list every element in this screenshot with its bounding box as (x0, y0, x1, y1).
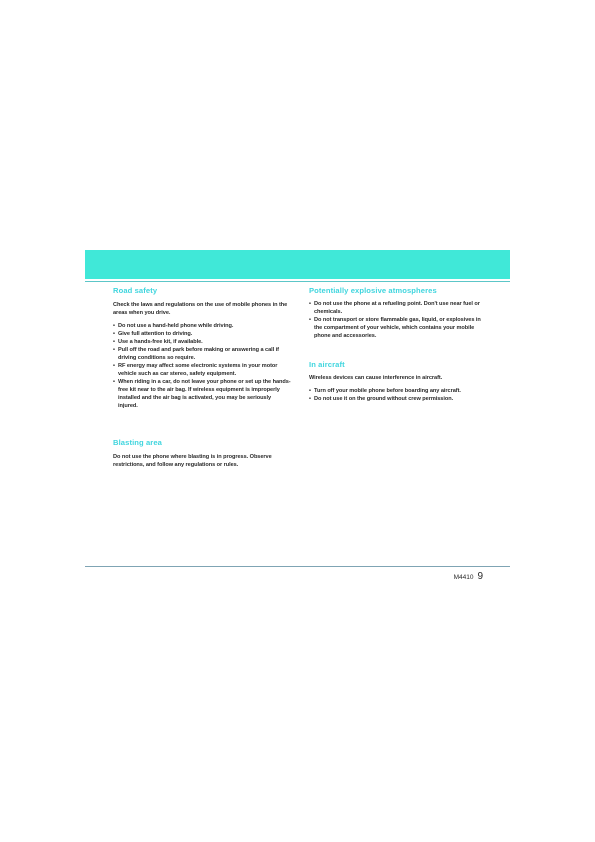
right-column (309, 286, 487, 403)
explosive-heading: Potentially explosive atmospheres (309, 286, 437, 295)
blasting-area-text: Do not use the phone where blasting is in progress. Observe restrictions, and follow any regulations or rules. (113, 454, 272, 468)
footer-divider (85, 566, 510, 567)
list-item: • Do not use it on the ground without crew permission. (309, 395, 487, 403)
aircraft-intro: Wireless devices can cause interference in aircraft. (309, 375, 443, 381)
road-safety-list (113, 322, 291, 410)
list-item: • Do not use the phone at a refueling point. Don't use near fuel or chemicals. (309, 300, 487, 316)
list-item: • Give full attention to driving. (113, 330, 291, 338)
page-footer (454, 571, 483, 582)
list-item: • When riding in a car, do not leave your phone or set up the hands-free kit near to the air bag. If wireless equipment is improperly installed and the air bag is activated, you may be seriously injured. (113, 378, 291, 410)
list-item: • Turn off your mobile phone before boarding any aircraft. (309, 387, 487, 395)
left-column (113, 286, 291, 469)
header-divider (85, 281, 510, 282)
list-item: • Pull off the road and park before making or answering a call if driving conditions so require. (113, 346, 291, 362)
header-band (85, 250, 510, 279)
blasting-area-heading: Blasting area (113, 438, 162, 447)
road-safety-heading: Road safety (113, 286, 158, 295)
list-item: • Do not use a hand-held phone while driving. (113, 322, 291, 330)
aircraft-heading: In aircraft (309, 360, 345, 369)
list-item: • Do not transport or store flammable gas, liquid, or explosives in the compartment of your vehicle, which contains your mobile phone and accessories. (309, 316, 487, 340)
list-item: • RF energy may affect some electronic systems in your motor vehicle such as car stereo, safety equipment. (113, 362, 291, 378)
page-number: 9 (477, 571, 483, 582)
explosive-list (309, 300, 487, 340)
model-name: M4410 (453, 574, 474, 581)
road-safety-intro: Check the laws and regulations on the use of mobile phones in the areas when you drive. (113, 302, 288, 316)
aircraft-list (309, 387, 487, 403)
list-item: • Use a hands-free kit, if available. (113, 338, 291, 346)
